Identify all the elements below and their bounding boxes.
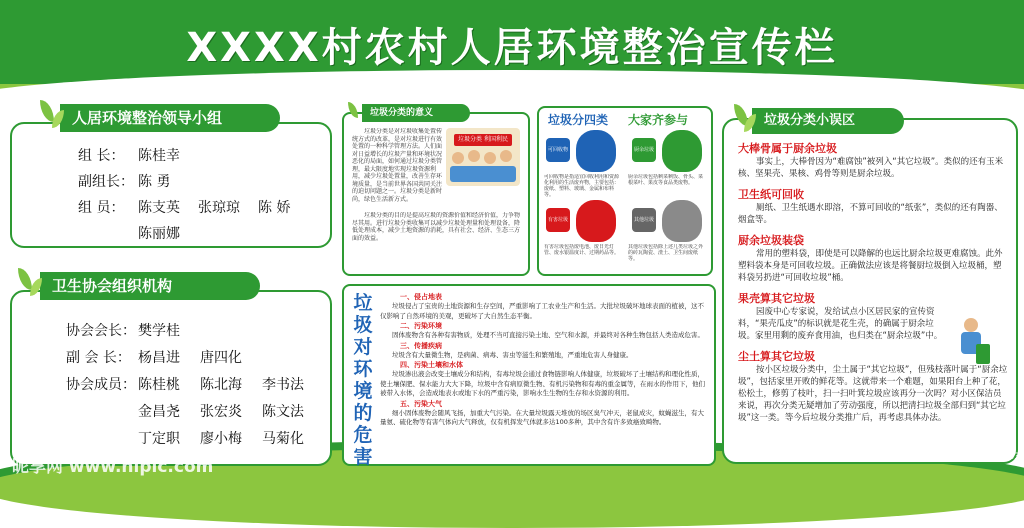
kitchen-mascot-icon xyxy=(662,130,702,172)
hazard-heading: 四、污染土壤和水体 xyxy=(400,361,463,369)
leader-group-title: 人居环境整治领导小组 xyxy=(60,104,280,132)
person-icon xyxy=(468,150,480,162)
type-desc: 可回收物是指适宜回收利用和资源化利用的生活废弃物，主要包括：废纸、塑料、玻璃、金属和布料等。 xyxy=(544,174,620,198)
misconception-heading: 大棒骨属于厨余垃圾 xyxy=(738,142,837,155)
other-waste-icon: 其他垃圾 xyxy=(632,208,656,232)
assoc-list xyxy=(66,318,326,453)
hazard-heading: 五、污染大气 xyxy=(400,399,442,408)
misconception-text: 按小区垃圾分类中，尘土属于“其它垃圾”，但残枝落叶属于“厨余垃圾”，包括家里开败的鲜花等。这就带来一个难题，如果阳台上种了花，松松土，修剪了枝叶，扫一扫叶箕垃圾应该再分一次吗？对小区保洁员来说，再次分类无疑增加了劳动强度，所以把清扫垃圾全部归到“其它垃圾”这一类。等今后垃圾分类推广后，再考虑具体办法。 xyxy=(738,365,1008,423)
person-with-bin-icon xyxy=(952,318,992,368)
type-desc: 有害垃圾包括废电池、废日光灯管、废水银温度计、过期药品等。 xyxy=(544,244,620,256)
meaning-title: 垃圾分类的意义 xyxy=(362,104,470,122)
misconception-text: 常用的塑料袋，即使是可以降解的也远比厨余垃圾更难腐蚀。此外塑料袋本身是可回收垃圾。正确做法应该是将餐厨垃圾倒入垃圾桶，塑料袋另扔进“可回收垃圾”桶。 xyxy=(738,249,1003,283)
meaning-paragraph-2: 垃圾分类的目的是提高垃圾的资源价值和经济价值，力争物尽其用。进行垃圾分类收集可以减少垃圾处理量和处理设备，降低处理成本，减少土地资源的消耗，具有社会、经济、生态三方面的效益。 xyxy=(352,212,520,242)
page-title: XXXX村农村人居环境整治宣传栏 xyxy=(186,25,838,71)
hazard-text: 垃圾渗出液会改变土壤成分和结构，有毒垃圾会通过食物链影响人体健康，垃圾破坏了土壤结构和理化性质，使土壤保肥、保水能力大大下降，垃圾中含有病原微生物、有机污染物和有毒的重金属等，在雨水的作用下，他们被带入水体，会造成地表水或地下水的严重污染，影响水生生物的生存和水资源的利用。 xyxy=(380,370,705,397)
leaf-icon xyxy=(18,268,32,290)
hazardous-icon: 有害垃圾 xyxy=(546,208,570,232)
four-types-title-a: 垃圾分四类 xyxy=(548,113,609,127)
hazard-heading: 二、污染环境 xyxy=(400,322,442,330)
misconception-heading: 果壳算其它垃圾 xyxy=(738,292,815,305)
hazard-vertical-title: 垃 圾 对 环 境 的 危 害 xyxy=(353,292,373,468)
hazard-text: 细小固体废物会随风飞扬，加重大气污染。在大量垃圾露天堆放的场区臭气冲天，老鼠成灾，蚊蝇滋生，有大量氨、硫化物等有害气体向大气释放，仅有机挥发气体就多达100多种，其中含有许多致癌致畸物。 xyxy=(380,408,704,426)
four-types-grid xyxy=(542,130,708,270)
meaning-paragraph: 垃圾分类是对垃圾收集处置传统方式的改革，是对垃圾进行有效处置的一种科学管理方法。人们面对日益增长的垃圾产量和环境状况恶化的局面，如何通过垃圾分类管理，最大限度地实现垃圾资源利用，减少垃圾处置量，改善生存环境质量，是当前世界各国共同关注的迫切问题之一。垃圾分类是新时尚，绿色生活新方式。 xyxy=(352,128,442,203)
four-types-title-b: 大家齐参与 xyxy=(628,113,689,127)
hazard-heading: 三、传播疾病 xyxy=(400,341,442,350)
assoc-row: 金昌尧 张宏炎 陈文法 xyxy=(138,404,304,420)
misconception-text: 园废中心专家说，发给试点小区居民家的宣传资料，“果壳瓜皮”的标识就是花生壳，的确属于厨余垃圾。家里用剩的废弃食用油，也归类在“厨余垃圾”中。 xyxy=(738,307,943,341)
other-mascot-icon xyxy=(662,200,702,242)
person-icon xyxy=(500,150,512,162)
hazard-text: 垃圾侵占了宝贵的土地资源和生存空间，严重影响了工农业生产和生活。大批垃圾破坏地球表面的植被，这不仅影响了自然环境的美观，更破坏了大自然生态平衡。 xyxy=(380,302,704,320)
leader-row: 组 员： 陈支英 张琼琼 陈 娇 xyxy=(78,200,291,216)
misconception-text: 厕纸、卫生纸遇水即溶，不算可回收的“纸张”，类似的还有陶器、烟盒等。 xyxy=(738,203,1003,225)
recycle-icon: 可回收物 xyxy=(546,138,570,162)
person-icon xyxy=(484,152,496,164)
hazard-text: 固体废物含有各种有害物质，处理不当可直接污染土地、空气和水源，并最终对各种生物包括人类造成危害。 xyxy=(392,331,704,339)
type-desc: 其他垃圾包括除上述几类垃圾之外的砖瓦陶瓷、渣土、卫生间废纸等。 xyxy=(628,244,704,262)
hazard-heading: 一、侵占地表 xyxy=(400,293,442,301)
illustration-people xyxy=(446,128,520,186)
hazardous-mascot-icon xyxy=(576,200,616,242)
person-icon xyxy=(452,152,464,164)
hazard-list xyxy=(380,292,706,458)
hazard-text: 垃圾含有大量微生物，是病菌、病毒、害虫等滋生和繁殖地，严重地危害人身健康。 xyxy=(392,350,633,359)
assoc-row: 丁定职 廖小梅 马菊化 xyxy=(138,431,304,447)
assoc-row: 协会会长： 樊学桂 xyxy=(66,323,180,339)
leader-row: 副组长： 陈 勇 xyxy=(78,174,171,190)
kitchen-waste-icon: 厨余垃圾 xyxy=(632,138,656,162)
misconception-text: 事实上，大棒骨因为“难腐蚀”被列入“其它垃圾”。类似的还有玉米核、坚果壳、果核、鸡骨等则是厨余垃圾。 xyxy=(738,157,1004,179)
leader-row: 陈丽娜 xyxy=(138,226,180,242)
misconception-list xyxy=(738,140,1008,448)
misconception-heading: 尘土算其它垃圾 xyxy=(738,350,815,363)
misconception-heading: 卫生纸可回收 xyxy=(738,188,804,201)
misconception-heading: 厨余垃圾装袋 xyxy=(738,234,804,247)
watermark-left: 昵享网 www.nipic.com xyxy=(12,457,214,477)
leader-list xyxy=(78,143,318,247)
banner-sign: 垃圾分类 利国利民 xyxy=(454,134,512,146)
health-assoc-title: 卫生协会组织机构 xyxy=(40,272,260,300)
assoc-row: 协会成员： 陈桂桃 陈北海 李书法 xyxy=(66,377,304,393)
type-desc: 厨余垃圾包括剩菜剩饭、骨头、菜根菜叶、果皮等食品类废物。 xyxy=(628,174,704,186)
leader-row: 组 长： 陈桂幸 xyxy=(78,148,180,164)
watermark-right: ID:10883226 NO:20201030150403138083 xyxy=(827,452,1020,462)
recyclable-mascot-icon xyxy=(576,130,616,172)
assoc-row: 副 会 长： 杨昌进 唐四化 xyxy=(66,350,242,366)
misconception-title: 垃圾分类小误区 xyxy=(752,108,904,134)
bodies-shape xyxy=(450,166,516,182)
